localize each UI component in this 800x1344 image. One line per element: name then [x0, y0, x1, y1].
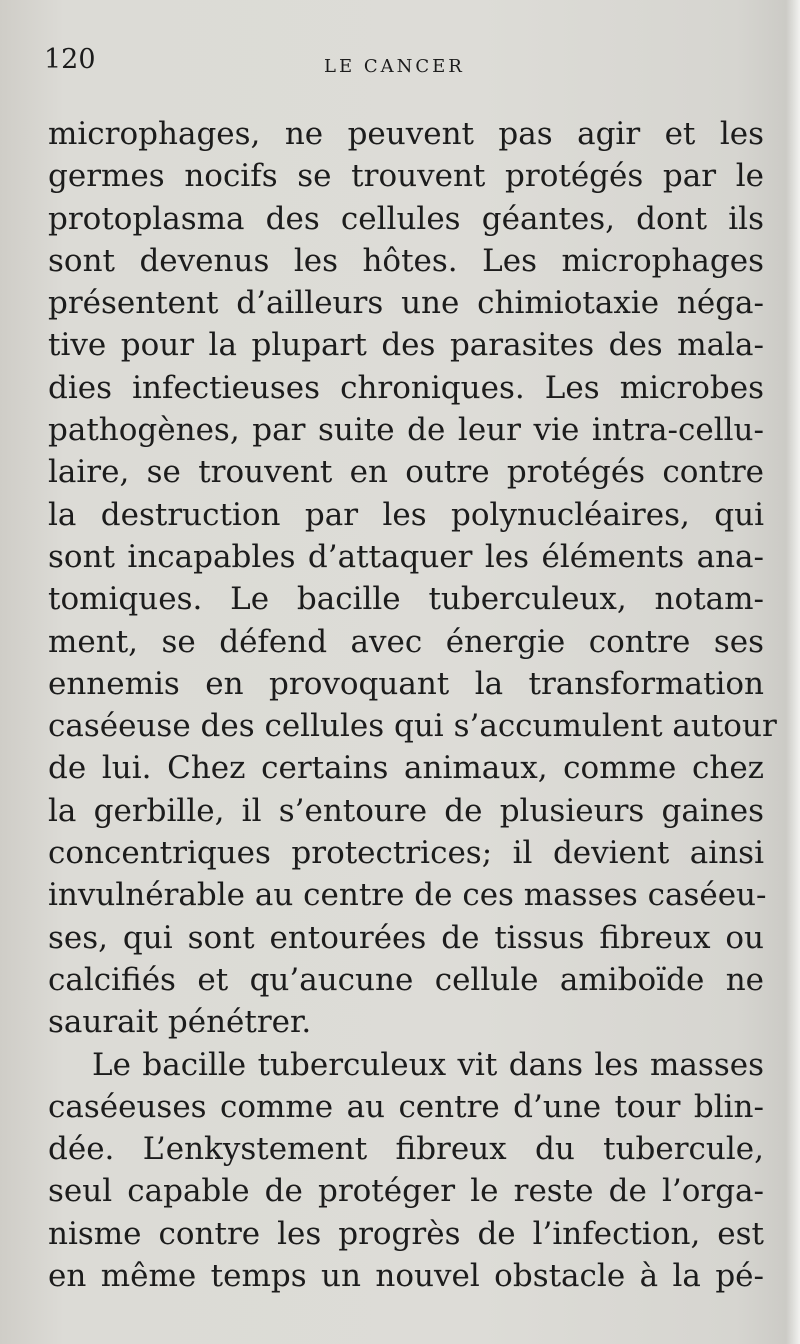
text-line: en même temps un nouvel obstacle à la pé-: [48, 1258, 764, 1295]
text-line: sont devenus les hôtes. Les microphages: [48, 242, 764, 279]
text-line: tive pour la plupart des parasites des mala-: [48, 327, 764, 364]
text-line: présentent d’ailleurs une chimiotaxie néga-: [48, 285, 764, 322]
text-line: pathogènes, par suite de leur vie intra-cellu-: [48, 412, 764, 449]
text-line: concentriques protectrices; il devient ainsi: [48, 835, 764, 872]
text-line: la gerbille, il s’entoure de plusieurs gaines: [48, 792, 764, 829]
page-number: 120: [44, 44, 96, 75]
paragraph-end-line: saurait pénétrer.: [48, 1004, 312, 1041]
text-line: seul capable de protéger le reste de l’orga-: [48, 1173, 764, 1210]
text-line: microphages, ne peuvent pas agir et les: [48, 116, 764, 152]
text-line: ment, se défend avec énergie contre ses: [48, 623, 764, 660]
text-line: sont incapables d’attaquer les éléments ana-: [48, 538, 764, 575]
text-line: protoplasma des cellules géantes, dont ils: [48, 200, 764, 237]
text-line: dies infectieuses chroniques. Les microbes: [48, 369, 764, 406]
paragraph-start-line: Le bacille tuberculeux vit dans les masses: [92, 1046, 764, 1083]
text-line: calcifiés et qu’aucune cellule amiboïde ne: [48, 961, 764, 998]
text-line: la destruction par les polynucléaires, qui: [48, 496, 764, 533]
text-line: tomiques. Le bacille tuberculeux, notam-: [48, 581, 764, 618]
text-line: germes nocifs se trouvent protégés par le: [48, 158, 764, 195]
text-line: caséeuse des cellules qui s’accumulent autour: [48, 708, 777, 745]
text-line: de lui. Chez certains animaux, comme chez: [48, 750, 764, 787]
text-line: ennemis en provoquant la transformation: [48, 665, 764, 702]
text-line: laire, se trouvent en outre protégés contre: [48, 454, 764, 491]
text-line: ses, qui sont entourées de tissus fibreux ou: [48, 919, 764, 956]
running-title: LE CANCER: [324, 56, 465, 77]
text-line: invulnérable au centre de ces masses caséeu-: [48, 877, 767, 914]
body-text: [48, 113, 777, 1297]
text-line: dée. L’enkystement fibreux du tubercule,: [48, 1131, 764, 1168]
text-line: caséeuses comme au centre d’une tour blin-: [48, 1088, 764, 1125]
running-head: [44, 44, 764, 84]
text-line: nisme contre les progrès de l’infection, est: [48, 1215, 764, 1252]
